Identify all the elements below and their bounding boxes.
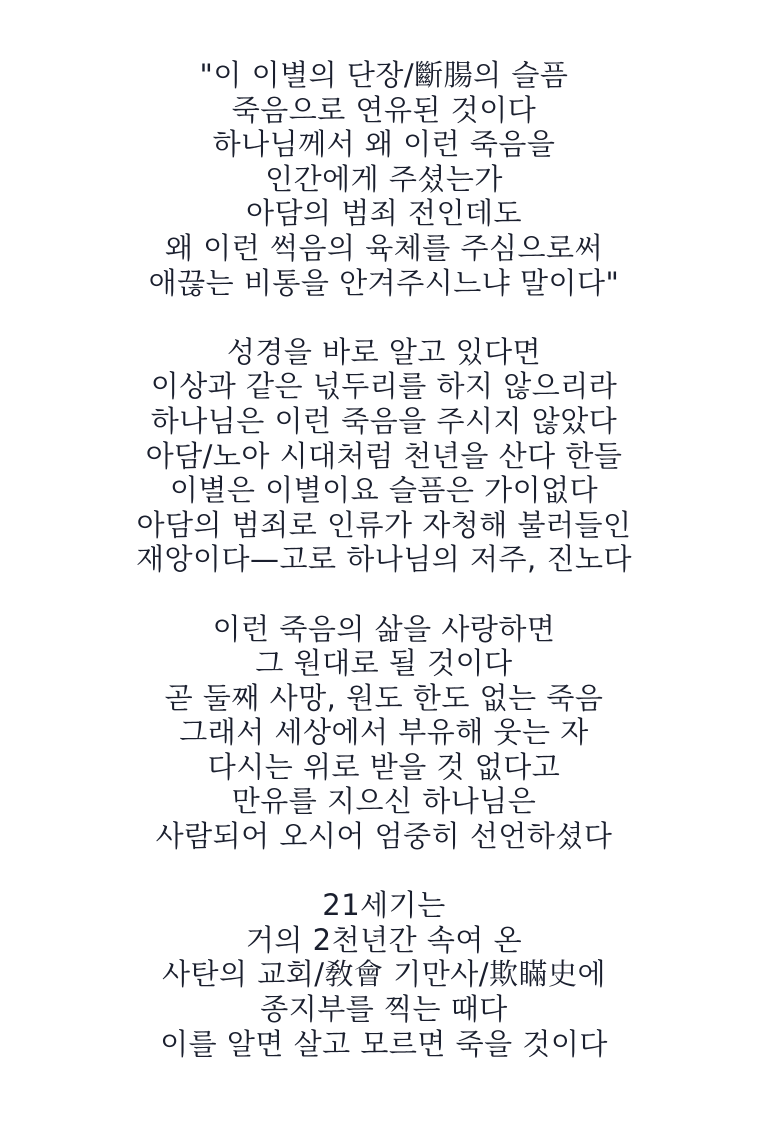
poem-line: 재앙이다—고로 하나님의 저주, 진노다 xyxy=(135,542,633,577)
stanza-4 xyxy=(0,888,768,1061)
poem-line: 인간에게 주셨는가 xyxy=(265,161,503,196)
poem-line: "이 이별의 단장/斷腸의 슬픔 xyxy=(199,58,569,92)
poem-line: 만유를 지으신 하나님은 xyxy=(231,784,537,819)
poem-line: 사람되어 오시어 엄중히 선언하셨다 xyxy=(155,819,613,854)
poem-line: 죽음으로 연유된 것이다 xyxy=(231,92,537,127)
poem-line: 곧 둘째 사망, 원도 한도 없는 죽음 xyxy=(164,680,604,715)
poem-line: 아담의 범죄 전인데도 xyxy=(245,196,523,231)
poem xyxy=(0,58,768,1061)
poem-line: 아담/노아 시대처럼 천년을 산다 한들 xyxy=(145,438,623,473)
poem-line: 이별은 이별이요 슬픔은 가이없다 xyxy=(169,473,599,508)
poem-line: 이를 알면 살고 모르면 죽을 것이다 xyxy=(160,1026,608,1061)
poem-line: 성경을 바로 알고 있다면 xyxy=(226,334,542,369)
poem-line: 애끊는 비통을 안겨주시느냐 말이다" xyxy=(148,265,620,300)
poem-line: 그래서 세상에서 부유해 웃는 자 xyxy=(179,715,589,750)
poem-line: 종지부를 찍는 때다 xyxy=(260,992,508,1027)
poem-line: 아담의 범죄로 인류가 자청해 불러들인 xyxy=(136,507,632,542)
poem-line: 그 원대로 될 것이다 xyxy=(255,646,513,681)
poem-line: 하나님께서 왜 이런 죽음을 xyxy=(212,127,556,162)
stanza-3 xyxy=(0,612,768,854)
poem-line: 21세기는 xyxy=(322,888,446,923)
poem-line: 왜 이런 썩음의 육체를 주심으로써 xyxy=(164,230,604,265)
poem-line: 이상과 같은 넋두리를 하지 않으리라 xyxy=(150,369,618,404)
poem-line: 하나님은 이런 죽음을 주시지 않았다 xyxy=(150,403,618,438)
poem-line: 다시는 위로 받을 것 없다고 xyxy=(207,749,561,784)
stanza-1 xyxy=(0,58,768,300)
stanza-2 xyxy=(0,335,768,577)
poem-line: 사탄의 교회/敎會 기만사/欺瞞史에 xyxy=(161,957,607,992)
poem-line: 거의 2천년간 속여 온 xyxy=(245,922,523,957)
poem-line: 이런 죽음의 삶을 사랑하면 xyxy=(212,611,556,646)
